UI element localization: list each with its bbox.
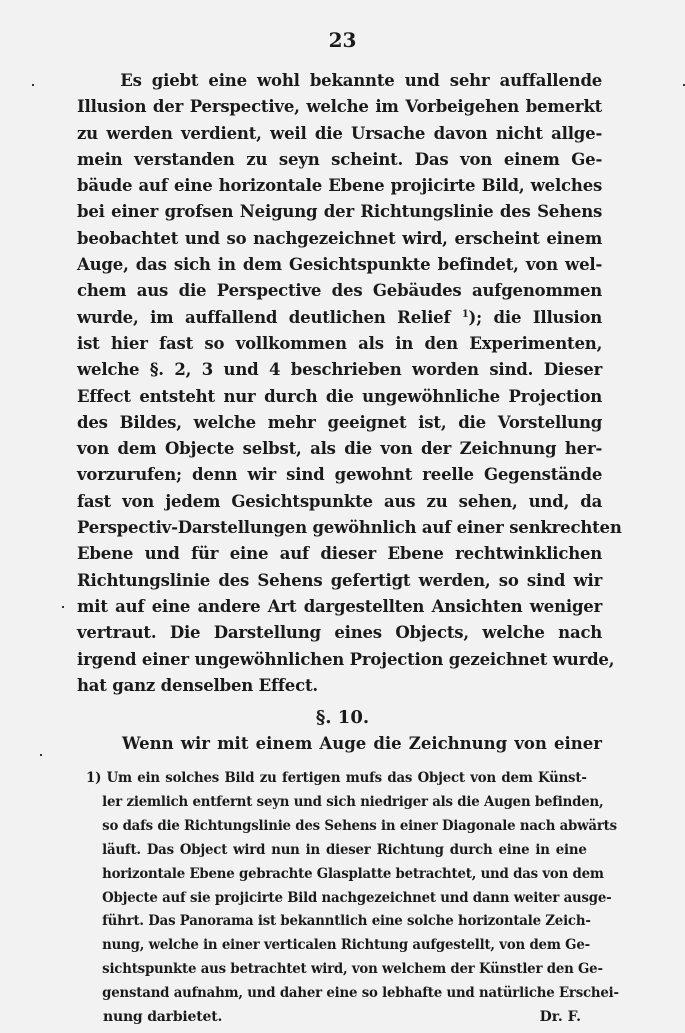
text-line: chem aus die Perspective des Gebäudes aufgenommen — [77, 281, 603, 302]
footnote-line: sichtspunkte aus betrachtet wird, von welchem der Künstler den Ge- — [102, 961, 603, 978]
scan-speck — [40, 754, 42, 756]
page-number: 23 — [328, 28, 357, 52]
text-line: Auge, das sich in dem Gesichtspunkte befindet, von wel- — [77, 255, 603, 276]
section-first-line: Wenn wir mit einem Auge die Zeichnung von einer — [122, 734, 602, 755]
text-line: Perspectiv-Darstellungen gewöhnlich auf einer senkrechten — [77, 518, 622, 539]
text-segment: wurde, im auffallend deutlichen Relief — [77, 307, 451, 328]
text-line: Es giebt eine wohl bekannte und sehr auffallende — [120, 71, 603, 91]
footnote-line: so dafs die Richtungslinie des Sehens in einer Diagonale nach abwärts — [102, 817, 617, 834]
text-line: ist hier fast so vollkommen als in den Experimenten, — [77, 333, 603, 354]
text-line: bei einer grofsen Neigung der Richtungslinie des Sehens — [77, 202, 603, 223]
footnote-line: Objecte auf sie projicirte Bild nachgezeichnet und dann weiter ausge- — [102, 889, 612, 906]
footnote-line: führt. Das Panorama ist bekanntlich eine solche horizontale Zeich- — [102, 913, 591, 930]
text-line: welche §. 2, 3 und 4 beschrieben worden sind. Dieser — [77, 360, 603, 381]
text-line: Illusion der Perspective, welche im Vorbeigehen bemerkt — [77, 97, 603, 118]
text-line: beobachtet und so nachgezeichnet wird, erscheint einem — [77, 228, 603, 249]
footnote-line: nung darbietet. — [103, 1009, 223, 1026]
text-line-with-footnote-ref — [77, 305, 602, 331]
text-line: mit auf eine andere Art dargestellten Ansichten weniger — [77, 596, 603, 617]
footnote-line: läuft. Das Object wird nun in dieser Richtung durch eine in eine — [102, 841, 587, 858]
scan-speck — [62, 606, 64, 608]
section-heading: §. 10. — [315, 707, 370, 729]
text-line: von dem Objecte selbst, als die von der Zeichnung her- — [77, 439, 603, 460]
text-line: Richtungslinie des Sehens gefertigt werden, so sind wir — [77, 570, 603, 591]
text-line: hat ganz denselben Effect. — [77, 675, 318, 696]
text-line: Effect entsteht nur durch die ungewöhnliche Projection — [77, 386, 603, 407]
text-line: vorzurufen; denn wir sind gewohnt reelle Gegenstände — [77, 465, 603, 486]
text-line: vertraut. Die Darstellung eines Objects, welche nach — [77, 623, 603, 644]
footnote-signature: Dr. F. — [539, 1009, 581, 1026]
text-line: zu werden verdient, weil die Ursache davon nicht allge- — [77, 123, 603, 144]
footnote-line: ler ziemlich entfernt seyn und sich niedriger als die Augen befinden, — [102, 794, 604, 811]
footnote-line: nung, welche in einer verticalen Richtung aufgestellt, von dem Ge- — [102, 937, 590, 954]
text-line: mein verstanden zu seyn scheint. Das von einem Ge- — [77, 149, 603, 170]
footnote-ref: 1 — [461, 308, 469, 320]
text-line: fast von jedem Gesichtspunkte aus zu sehen, und, da — [77, 491, 603, 512]
footnote-line: genstand aufnahm, und daher eine so lebhafte und natürliche Erschei- — [102, 985, 619, 1002]
text-segment: ); die Illusion — [468, 307, 603, 328]
text-line: irgend einer ungewöhnlichen Projection gezeichnet wurde, — [77, 649, 615, 670]
footnote-last-row — [86, 1006, 581, 1030]
main-paragraph — [77, 68, 622, 699]
footnote — [86, 767, 619, 1030]
text-line: bäude auf eine horizontale Ebene projicirte Bild, welches — [77, 176, 603, 197]
scan-speck — [32, 84, 34, 86]
text-line: Ebene und für eine auf dieser Ebene rechtwinklichen — [77, 544, 603, 565]
text-line: des Bildes, welche mehr geeignet ist, die Vorstellung — [77, 412, 603, 433]
footnote-line: 1) Um ein solches Bild zu fertigen mufs das Object von dem Künst- — [86, 770, 587, 787]
footnote-line: horizontale Ebene gebrachte Glasplatte betrachtet, und das von dem — [102, 865, 604, 882]
